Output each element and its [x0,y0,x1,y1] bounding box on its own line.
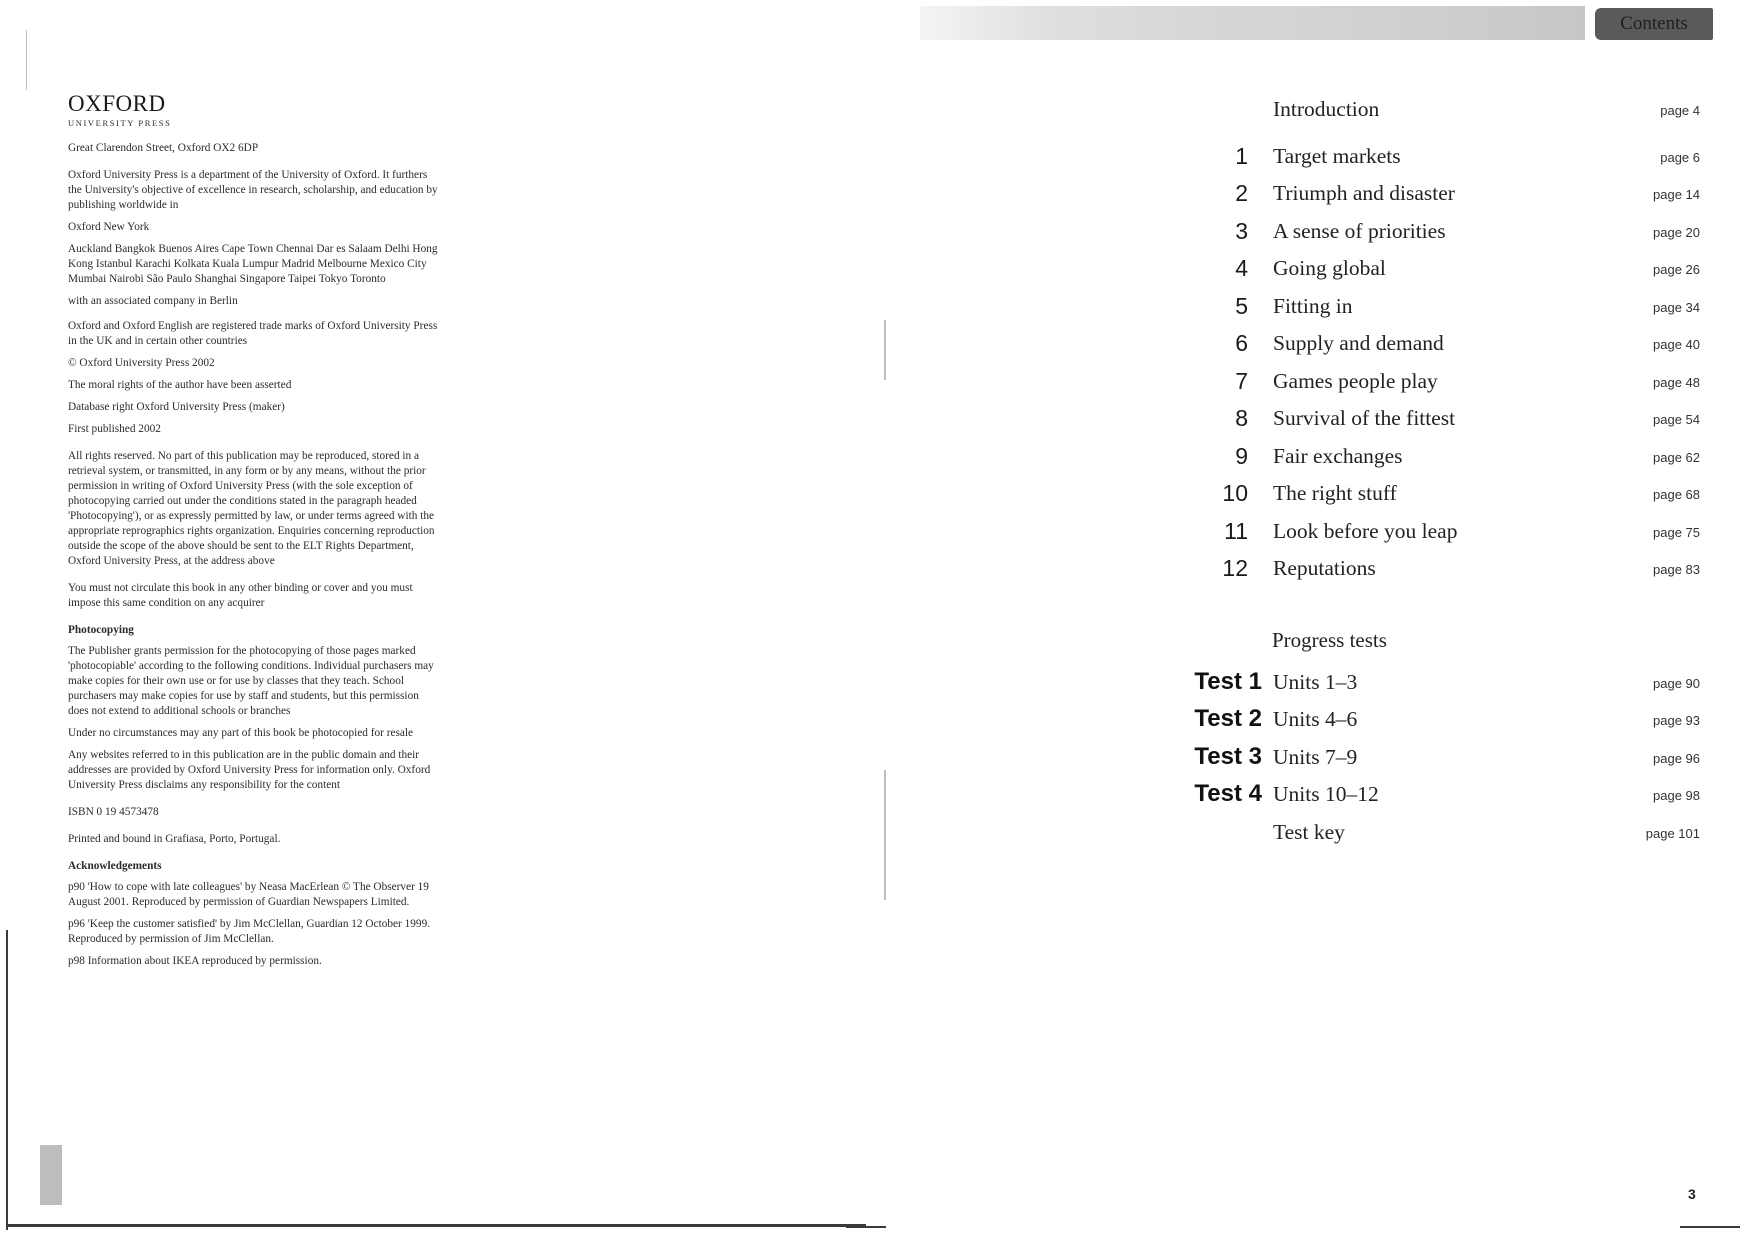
toc-title: Fitting in [1273,294,1353,318]
isbn-line: ISBN 0 19 4573478 [68,806,159,818]
toc-page: page 90 [1653,676,1700,691]
toc-row-test[interactable] [1180,704,1700,740]
unit-number: 2 [1235,180,1248,206]
acknowledgement-item: p96 'Keep the customer satisfied' by Jim McClellan, Guardian 12 October 1999. Reproduced by permission of Jim McClellan. [68,918,431,945]
toc-page: page 4 [1660,103,1700,118]
unit-number: 6 [1235,330,1248,356]
test-number: Test 4 [1194,780,1262,807]
toc-title: A sense of priorities [1273,219,1446,243]
toc-page: page 101 [1645,826,1700,841]
toc-title: Games people play [1273,369,1438,393]
circulate-text: You must not circulate this book in any other binding or cover and you must impose this same condition on any acquirer [68,582,413,609]
test-number: Test 3 [1194,743,1262,770]
photocopying-text: The Publisher grants permission for the photocopying of those pages marked 'photocopiable' according to the following conditions. Individual purchasers may make copies for their own use or for use by classes that they teach. School purchasers may make copies for use by staff and students, but this permission does not extend to additional schools or branches [68,645,434,717]
toc-title: Survival of the fittest [1273,406,1456,430]
toc-row-unit[interactable] [1180,216,1700,252]
toc-page: page 54 [1653,412,1700,427]
toc-row-unit[interactable] [1180,178,1700,214]
toc-title: Supply and demand [1273,331,1444,355]
test-number: Test 2 [1194,705,1262,732]
database-right-line: Database right Oxford University Press (maker) [68,401,285,413]
websites-text: Any websites referred to in this publication are in the public domain and their addresses are provided by Oxford University Press for information only. Oxford University Press disclaims any responsibility for the content [68,749,431,791]
acknowledgements-heading: Acknowledgements [68,860,162,872]
toc-title: Look before you leap [1273,519,1458,543]
toc-row-unit[interactable] [1180,366,1700,402]
logo-name: OXFORD [68,91,166,116]
toc-title: Going global [1273,256,1386,280]
toc-page: page 48 [1653,375,1700,390]
toc-page: page 6 [1660,150,1700,165]
toc-row-unit[interactable] [1180,478,1700,514]
toc-row-unit[interactable] [1180,403,1700,439]
unit-number: 7 [1235,368,1248,394]
acknowledgement-item: p98 Information about IKEA reproduced by permission. [68,955,322,967]
toc-title: Units 10–12 [1273,782,1379,806]
copyright-line: © Oxford University Press 2002 [68,357,215,369]
toc-row-unit[interactable] [1180,328,1700,364]
toc-page: page 14 [1653,187,1700,202]
moral-rights-line: The moral rights of the author have been asserted [68,379,292,391]
unit-number: 10 [1222,480,1248,506]
toc-row-introduction[interactable] [1180,94,1700,130]
first-published-line: First published 2002 [68,423,161,435]
toc-page: page 40 [1653,337,1700,352]
unit-number: 8 [1235,405,1248,431]
unit-number: 9 [1235,443,1248,469]
toc-title: Units 7–9 [1273,745,1358,769]
toc-row-unit[interactable] [1180,291,1700,327]
toc-title: Target markets [1273,144,1401,168]
toc-page: page 20 [1653,225,1700,240]
toc-page: page 83 [1653,562,1700,577]
no-circumstances-text: Under no circumstances may any part of this book be photocopied for resale [68,727,414,739]
unit-number: 3 [1235,218,1248,244]
test-number: Test 1 [1194,668,1262,695]
toc-row-test[interactable] [1180,742,1700,778]
publisher-address: Great Clarendon Street, Oxford OX2 6DP [68,142,259,154]
toc-title: Reputations [1273,556,1376,580]
all-rights-text: All rights reserved. No part of this publication may be reproduced, stored in a retrieval system, or transmitted, in any form or by any means, without the prior permission in writing of Oxford University Press (with the sole exception of photocopying carried out under the conditions stated in the paragraph headed 'Photocopying'), or as expressly permitted by law, or under terms agreed with the appropriate reprographics rights organization. Enquiries concerning reproduction outside the scope of the above should be sent to the ELT Rights Department, Oxford University Press, at the address above [68,450,435,567]
photocopying-heading: Photocopying [68,624,134,636]
toc-title: Triumph and disaster [1273,181,1455,205]
toc-row-unit[interactable] [1180,441,1700,477]
toc-title: The right stuff [1273,481,1397,505]
progress-tests-heading: Progress tests [1272,628,1387,652]
cities-main: Oxford New York [68,221,150,233]
cities-list: Auckland Bangkok Buenos Aires Cape Town Chennai Dar es Salaam Delhi Hong Kong Istanbul Karachi Kolkata Kuala Lumpur Madrid Melbourne Mexico City Mumbai Nairobi São Paulo Shanghai Singapore Taipei Tokyo Toronto [68,243,438,285]
toc-title: Fair exchanges [1273,444,1403,468]
toc-title: Test key [1273,820,1345,844]
toc-page: page 75 [1653,525,1700,540]
toc-row-unit[interactable] [1180,253,1700,289]
acknowledgement-item: p90 'How to cope with late colleagues' by Neasa MacErlean © The Observer 19 August 2001. Reproduced by permission of Guardian Newspapers Limited. [68,881,429,908]
toc-row-test-key[interactable] [1180,817,1700,853]
toc-title: Units 4–6 [1273,707,1358,731]
toc-row-test[interactable] [1180,779,1700,815]
toc-row-unit[interactable] [1180,553,1700,589]
toc-row-unit[interactable] [1180,516,1700,552]
page-number: 3 [1688,1186,1696,1202]
contents-tab-label: Contents [1620,13,1688,34]
toc-page: page 34 [1653,300,1700,315]
toc-title: Units 1–3 [1273,670,1358,694]
toc-row-test[interactable] [1180,667,1700,703]
unit-number: 4 [1235,255,1248,281]
department-text: Oxford University Press is a department of the University of Oxford. It furthers the University's objective of excellence in research, scholarship, and education by publishing worldwide in [68,169,438,211]
trademarks-text: Oxford and Oxford English are registered trade marks of Oxford University Press in the UK and in certain other countries [68,320,438,347]
unit-number: 12 [1222,555,1248,581]
toc-page: page 98 [1653,788,1700,803]
toc-page: page 93 [1653,713,1700,728]
toc-page: page 96 [1653,751,1700,766]
unit-number: 1 [1235,143,1248,169]
toc-page: page 26 [1653,262,1700,277]
printed-line: Printed and bound in Grafiasa, Porto, Portugal. [68,833,281,845]
toc-page: page 68 [1653,487,1700,502]
logo-subname: UNIVERSITY PRESS [68,118,172,128]
toc-title: Introduction [1273,97,1380,121]
toc-page: page 62 [1653,450,1700,465]
toc-row-unit[interactable] [1180,141,1700,177]
unit-number: 5 [1235,293,1248,319]
associated-company: with an associated company in Berlin [68,295,238,307]
unit-number: 11 [1224,518,1248,544]
